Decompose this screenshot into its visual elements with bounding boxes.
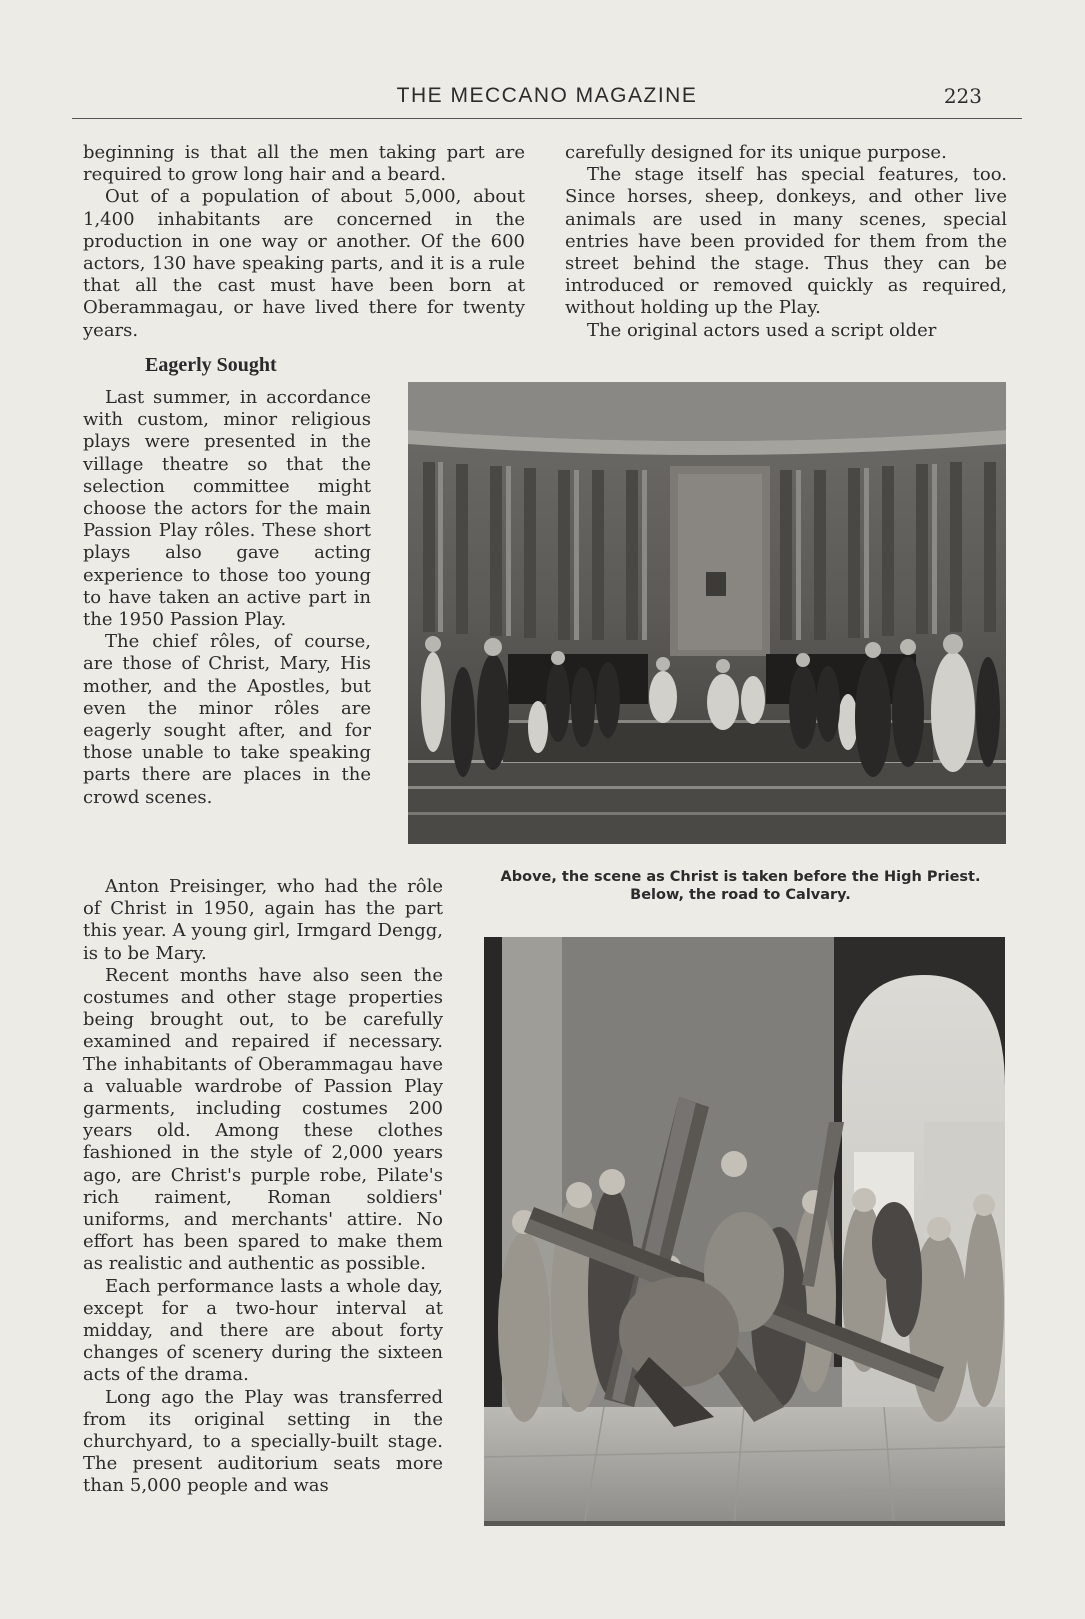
left-column-narrow <box>83 387 371 809</box>
paragraph: Anton Preisinger, who had the rôle of Christ in 1950, again has the part this year. A young girl, Irmgard Dengg, is to be Mary. <box>83 876 443 964</box>
magazine-title: THE MECCANO MAGAZINE <box>396 84 698 107</box>
road-to-calvary-image <box>484 937 1005 1526</box>
header-rule <box>72 118 1022 119</box>
photo-road-to-calvary <box>484 937 1005 1526</box>
paragraph: Recent months have also seen the costumes and other stage properties being brought out, to be carefully examined and repaired if necessary. The inhabitants of Oberammagau have a valuable wardrobe of Passion Play garments, including costumes 200 years old. Among these clothes fashioned in the style of 2,000 years ago, are Christ's purple robe, Pilate's rich raiment, Roman soldiers' uniforms, and merchants' attire. No effort has been spared to make them as realistic and authentic as possible. <box>83 964 443 1275</box>
left-column-top <box>83 142 525 342</box>
paragraph: The stage itself has special features, too. Since horses, sheep, donkeys, and other live animals are used in many scenes, special entries have been provided for them from the street behind the stage. Thus they can be introduced or removed quickly as required, without holding up the Play. <box>565 164 1007 319</box>
high-priest-scene-image <box>408 382 1006 844</box>
left-column-mid <box>83 876 443 1498</box>
section-heading: Eagerly Sought <box>145 354 277 376</box>
paragraph: Out of a population of about 5,000, about 1,400 inhabitants are concerned in the production in one way or another. Of the 600 actors, 130 have speaking parts, and it is a rule that all the cast must have been born at Oberammagau, or have lived there for twenty years. <box>83 186 525 341</box>
paragraph: Each performance lasts a whole day, except for a two-hour interval at midday, and there are about forty changes of scenery during the sixteen acts of the drama. <box>83 1275 443 1386</box>
right-column-top <box>565 142 1007 342</box>
paragraph: beginning is that all the men taking part are required to grow long hair and a beard. <box>83 142 525 186</box>
page-number: 223 <box>943 84 982 108</box>
page-header <box>72 84 1022 114</box>
paragraph: The original actors used a script older <box>587 319 937 341</box>
photo-caption: Above, the scene as Christ is taken before the High Priest. Below, the road to Calvary. <box>500 869 981 903</box>
paragraph: carefully designed for its unique purpose. <box>565 142 947 163</box>
paragraph: Last summer, in accordance with custom, minor religious plays were presented in the village theatre so that the selection committee might choose the actors for the main Passion Play rôles. These short plays also gave acting experience to those too young to have taken an active part in the 1950 Passion Play. <box>83 387 371 631</box>
photo-high-priest-scene <box>408 382 1006 844</box>
paragraph: The chief rôles, of course, are those of Christ, Mary, His mother, and the Apostles, but even the minor rôles are eagerly sought after, and for those unable to take speaking parts there are places in the crowd scenes. <box>83 631 371 808</box>
paragraph: Long ago the Play was transferred from its original setting in the churchyard, to a specially-built stage. The present auditorium seats more than 5,000 people and was <box>83 1386 443 1497</box>
